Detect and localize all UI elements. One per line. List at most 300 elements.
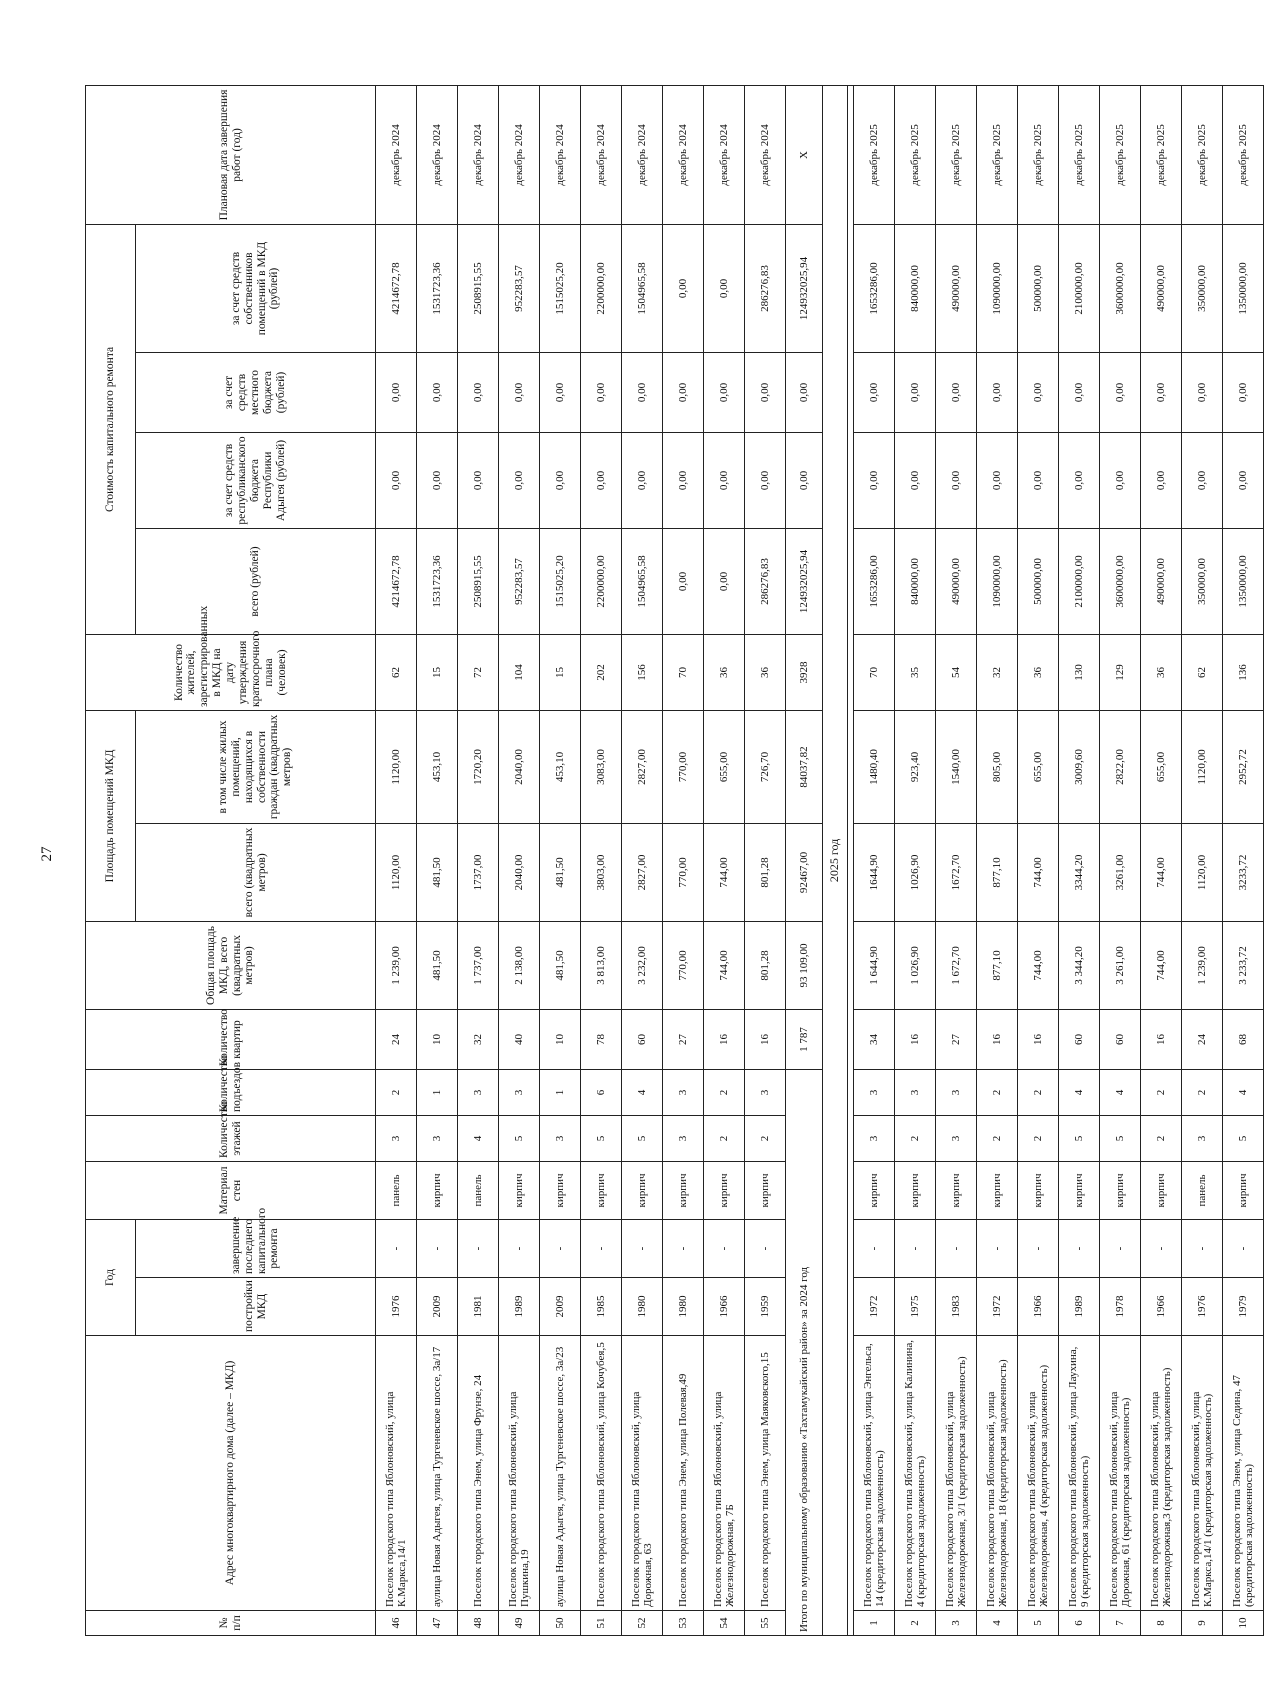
row-apartments: 16 <box>895 1009 936 1069</box>
row-last-repair: - <box>376 1219 417 1277</box>
row-apartments: 78 <box>581 1009 622 1069</box>
row-cost-local: 0,00 <box>854 352 895 432</box>
header-premises-private: в том числе жилых помещений, находящихся в собственности граждан (квадратных метров) <box>136 710 376 823</box>
row-material: кирпич <box>417 1161 458 1219</box>
row-cost-republic: 0,00 <box>622 432 663 528</box>
row-address: аулица Новая Адыгея, улица Тургеневское шоссе, 3а/17 <box>417 1336 458 1611</box>
row-cost-republic: 0,00 <box>977 432 1018 528</box>
table-row <box>977 85 1018 1635</box>
row-cost-republic: 0,00 <box>376 432 417 528</box>
row-cost-owners: 1653286,00 <box>854 224 895 352</box>
row-floors: 5 <box>581 1115 622 1161</box>
row-cost-republic: 0,00 <box>704 432 745 528</box>
header-cost-owners: за счет средств собственников помещений в МКД (рублей) <box>136 224 376 352</box>
row-material: кирпич <box>499 1161 540 1219</box>
total-cost-local: 0,00 <box>786 352 823 432</box>
row-cost-local: 0,00 <box>1100 352 1141 432</box>
row-year-built: 1966 <box>704 1278 745 1336</box>
row-cost-republic: 0,00 <box>458 432 499 528</box>
table-row <box>581 85 622 1635</box>
table-row <box>458 85 499 1635</box>
row-address: Поселок городского типа Яблоновский, улица Железнодорожная, 4 (кредиторская задолженность) <box>1018 1336 1059 1611</box>
row-material: кирпич <box>895 1161 936 1219</box>
row-residents: 104 <box>499 634 540 710</box>
row-total-area: 1 672,70 <box>936 921 977 1009</box>
row-material: кирпич <box>936 1161 977 1219</box>
row-year-built: 1972 <box>854 1278 895 1336</box>
row-entrances: 3 <box>745 1069 786 1115</box>
row-year-built: 1980 <box>622 1278 663 1336</box>
row-cost-total: 1504965,58 <box>622 528 663 634</box>
row-num: 46 <box>376 1611 417 1636</box>
row-year-built: 1966 <box>1141 1278 1182 1336</box>
row-year-built: 2009 <box>540 1278 581 1336</box>
row-material: кирпич <box>1059 1161 1100 1219</box>
page-number: 27 <box>39 846 55 862</box>
row-total-area: 2 138,00 <box>499 921 540 1009</box>
row-cost-total: 286276,83 <box>745 528 786 634</box>
row-cost-total: 490000,00 <box>1141 528 1182 634</box>
row-address: Поселок городского типа Яблоновский, улица К.Маркса,14/1 <box>376 1336 417 1611</box>
row-last-repair: - <box>1059 1219 1100 1277</box>
row-material: кирпич <box>745 1161 786 1219</box>
row-residents: 129 <box>1100 634 1141 710</box>
row-material: кирпич <box>1141 1161 1182 1219</box>
row-premises-private: 1120,00 <box>1182 710 1223 823</box>
row-residents: 36 <box>704 634 745 710</box>
row-residents: 70 <box>663 634 704 710</box>
row-entrances: 4 <box>1059 1069 1100 1115</box>
row-num: 6 <box>1059 1611 1100 1636</box>
rotated-page <box>85 86 1255 1636</box>
row-material: кирпич <box>1223 1161 1264 1219</box>
row-cost-owners: 2200000,00 <box>581 224 622 352</box>
row-premises-total: 481,50 <box>540 823 581 921</box>
row-cost-owners: 1090000,00 <box>977 224 1018 352</box>
row-floors: 5 <box>1100 1115 1141 1161</box>
row-cost-local: 0,00 <box>663 352 704 432</box>
row-year-built: 1976 <box>376 1278 417 1336</box>
row-last-repair: - <box>1182 1219 1223 1277</box>
row-address: Поселок городского типа Яблоновский, улица Дорожная, 61 (кредиторская задолженность) <box>1100 1336 1141 1611</box>
row-premises-total: 877,10 <box>977 823 1018 921</box>
row-material: кирпич <box>977 1161 1018 1219</box>
row-residents: 70 <box>854 634 895 710</box>
row-floors: 5 <box>499 1115 540 1161</box>
row-entrances: 2 <box>704 1069 745 1115</box>
row-cost-local: 0,00 <box>458 352 499 432</box>
row-premises-total: 744,00 <box>704 823 745 921</box>
row-year-built: 1972 <box>977 1278 1018 1336</box>
row-residents: 54 <box>936 634 977 710</box>
row-premises-total: 481,50 <box>417 823 458 921</box>
header-address: Адрес многоквартирного дома (далее – МКД) <box>86 1336 376 1611</box>
row-last-repair: - <box>458 1219 499 1277</box>
header-floors: Количество этажей <box>86 1115 376 1161</box>
row-num: 3 <box>936 1611 977 1636</box>
row-cost-owners: 350000,00 <box>1182 224 1223 352</box>
row-material: кирпич <box>581 1161 622 1219</box>
row-address: Поселок городского типа Яблоновский, улица Железнодорожная, 3/1 (кредиторская задолженность) <box>936 1336 977 1611</box>
total-label: Итого по муниципальному образованию «Тахтамукайский район» за 2024 год <box>786 1069 823 1635</box>
rows-2025 <box>854 85 1264 1635</box>
row-apartments: 60 <box>622 1009 663 1069</box>
row-total-area: 1 239,00 <box>376 921 417 1009</box>
row-cost-owners: 1531723,36 <box>417 224 458 352</box>
row-material: кирпич <box>854 1161 895 1219</box>
row-year-built: 1976 <box>1182 1278 1223 1336</box>
total-row-2024 <box>786 85 823 1635</box>
row-address: Поселок городского типа Энем, улица Фрунзе, 24 <box>458 1336 499 1611</box>
row-entrances: 1 <box>417 1069 458 1115</box>
table-row <box>1059 85 1100 1635</box>
row-completion-date: декабрь 2025 <box>1100 85 1141 224</box>
header-cost-group: Стоимость капитального ремонта <box>86 224 136 634</box>
row-entrances: 3 <box>854 1069 895 1115</box>
row-num: 10 <box>1223 1611 1264 1636</box>
row-last-repair: - <box>1018 1219 1059 1277</box>
row-premises-total: 2040,00 <box>499 823 540 921</box>
row-material: кирпич <box>1100 1161 1141 1219</box>
row-apartments: 68 <box>1223 1009 1264 1069</box>
row-year-built: 1985 <box>581 1278 622 1336</box>
row-premises-private: 2827,00 <box>622 710 663 823</box>
row-residents: 130 <box>1059 634 1100 710</box>
table-row <box>1141 85 1182 1635</box>
row-completion-date: декабрь 2025 <box>1059 85 1100 224</box>
row-material: кирпич <box>663 1161 704 1219</box>
row-address: Поселок городского типа Яблоновский, улица Дорожная, 63 <box>622 1336 663 1611</box>
row-residents: 36 <box>745 634 786 710</box>
row-cost-republic: 0,00 <box>745 432 786 528</box>
row-apartments: 16 <box>704 1009 745 1069</box>
row-material: кирпич <box>622 1161 663 1219</box>
row-premises-total: 1120,00 <box>376 823 417 921</box>
row-entrances: 3 <box>895 1069 936 1115</box>
row-address: Поселок городского типа Яблоновский, улица Железнодорожная, 7Б <box>704 1336 745 1611</box>
header-year-group: Год <box>86 1219 136 1335</box>
row-year-built: 1983 <box>936 1278 977 1336</box>
row-residents: 32 <box>977 634 1018 710</box>
table-row <box>1223 85 1264 1635</box>
row-premises-private: 2040,00 <box>499 710 540 823</box>
row-floors: 3 <box>1182 1115 1223 1161</box>
row-premises-private: 1720,20 <box>458 710 499 823</box>
row-last-repair: - <box>1100 1219 1141 1277</box>
row-cost-owners: 1515025,20 <box>540 224 581 352</box>
row-year-built: 1978 <box>1100 1278 1141 1336</box>
row-entrances: 2 <box>1141 1069 1182 1115</box>
row-entrances: 2 <box>1018 1069 1059 1115</box>
row-apartments: 16 <box>1141 1009 1182 1069</box>
row-floors: 2 <box>1141 1115 1182 1161</box>
header-apartments: Количество квартир <box>86 1009 376 1069</box>
row-cost-owners: 3600000,00 <box>1100 224 1141 352</box>
row-num: 49 <box>499 1611 540 1636</box>
row-address: Поселок городского типа Яблоновский, улица Энгельса, 14 (кредиторская задолженность) <box>854 1336 895 1611</box>
table-row <box>499 85 540 1635</box>
row-num: 53 <box>663 1611 704 1636</box>
row-cost-total: 1515025,20 <box>540 528 581 634</box>
row-completion-date: декабрь 2024 <box>745 85 786 224</box>
row-address: Поселок городского типа Яблоновский, улица Кочубея,5 <box>581 1336 622 1611</box>
row-floors: 5 <box>1059 1115 1100 1161</box>
row-total-area: 3 261,00 <box>1100 921 1141 1009</box>
row-premises-total: 3261,00 <box>1100 823 1141 921</box>
row-completion-date: декабрь 2024 <box>458 85 499 224</box>
row-residents: 136 <box>1223 634 1264 710</box>
row-cost-local: 0,00 <box>540 352 581 432</box>
row-last-repair: - <box>1141 1219 1182 1277</box>
row-cost-total: 2508915,55 <box>458 528 499 634</box>
header-year-built: постройки МКД <box>136 1278 376 1336</box>
row-premises-private: 1540,00 <box>936 710 977 823</box>
row-cost-local: 0,00 <box>895 352 936 432</box>
row-residents: 15 <box>540 634 581 710</box>
row-premises-total: 1120,00 <box>1182 823 1223 921</box>
row-floors: 5 <box>1223 1115 1264 1161</box>
row-completion-date: декабрь 2024 <box>622 85 663 224</box>
row-apartments: 60 <box>1100 1009 1141 1069</box>
row-premises-private: 2822,00 <box>1100 710 1141 823</box>
row-premises-total: 1644,90 <box>854 823 895 921</box>
row-cost-republic: 0,00 <box>417 432 458 528</box>
row-cost-local: 0,00 <box>581 352 622 432</box>
header-premises-group: Площадь помещений МКД <box>86 710 136 921</box>
header-total-area: Общая площадь МКД, всего (квадратных метров) <box>86 921 376 1009</box>
row-apartments: 27 <box>663 1009 704 1069</box>
row-apartments: 16 <box>977 1009 1018 1069</box>
row-cost-republic: 0,00 <box>936 432 977 528</box>
row-floors: 2 <box>977 1115 1018 1161</box>
row-apartments: 24 <box>376 1009 417 1069</box>
total-cost-owners: 124932025,94 <box>786 224 823 352</box>
row-cost-local: 0,00 <box>417 352 458 432</box>
row-last-repair: - <box>581 1219 622 1277</box>
row-cost-local: 0,00 <box>745 352 786 432</box>
row-entrances: 3 <box>663 1069 704 1115</box>
total-residents: 3928 <box>786 634 823 710</box>
row-cost-local: 0,00 <box>1182 352 1223 432</box>
row-completion-date: декабрь 2024 <box>417 85 458 224</box>
row-cost-owners: 4214672,78 <box>376 224 417 352</box>
row-last-repair: - <box>1223 1219 1264 1277</box>
row-floors: 3 <box>540 1115 581 1161</box>
row-entrances: 4 <box>1223 1069 1264 1115</box>
row-cost-owners: 1504965,58 <box>622 224 663 352</box>
row-cost-owners: 1350000,00 <box>1223 224 1264 352</box>
row-premises-total: 1672,70 <box>936 823 977 921</box>
table-row <box>376 85 417 1635</box>
section-2025-row <box>823 85 848 1635</box>
row-premises-total: 2827,00 <box>622 823 663 921</box>
row-floors: 3 <box>854 1115 895 1161</box>
header-num: № п/п <box>86 1611 376 1636</box>
row-num: 5 <box>1018 1611 1059 1636</box>
row-cost-total: 1531723,36 <box>417 528 458 634</box>
row-address: Поселок городского типа Яблоновский, улица Железнодорожная, 18 (кредиторская задолженность) <box>977 1336 1018 1611</box>
row-cost-republic: 0,00 <box>581 432 622 528</box>
row-entrances: 2 <box>977 1069 1018 1115</box>
table-row <box>1018 85 1059 1635</box>
row-entrances: 3 <box>458 1069 499 1115</box>
row-cost-local: 0,00 <box>376 352 417 432</box>
row-completion-date: декабрь 2025 <box>977 85 1018 224</box>
total-cost-republic: 0,00 <box>786 432 823 528</box>
row-last-repair: - <box>540 1219 581 1277</box>
row-residents: 62 <box>376 634 417 710</box>
row-total-area: 1 026,90 <box>895 921 936 1009</box>
row-cost-total: 500000,00 <box>1018 528 1059 634</box>
row-cost-owners: 0,00 <box>704 224 745 352</box>
row-completion-date: декабрь 2025 <box>1223 85 1264 224</box>
row-address: Поселок городского типа Яблоновский, улица Железнодорожная,3 (кредиторская задолженность) <box>1141 1336 1182 1611</box>
row-material: панель <box>458 1161 499 1219</box>
row-premises-private: 453,10 <box>540 710 581 823</box>
row-num: 7 <box>1100 1611 1141 1636</box>
row-apartments: 24 <box>1182 1009 1223 1069</box>
row-num: 48 <box>458 1611 499 1636</box>
row-entrances: 3 <box>499 1069 540 1115</box>
row-floors: 2 <box>745 1115 786 1161</box>
row-cost-total: 1350000,00 <box>1223 528 1264 634</box>
row-floors: 4 <box>458 1115 499 1161</box>
row-year-built: 2009 <box>417 1278 458 1336</box>
row-cost-local: 0,00 <box>977 352 1018 432</box>
table-row <box>936 85 977 1635</box>
row-residents: 15 <box>417 634 458 710</box>
header-cost-total: всего (рублей) <box>136 528 376 634</box>
row-premises-private: 805,00 <box>977 710 1018 823</box>
row-premises-total: 3233,72 <box>1223 823 1264 921</box>
row-cost-local: 0,00 <box>1018 352 1059 432</box>
row-year-built: 1980 <box>663 1278 704 1336</box>
row-num: 52 <box>622 1611 663 1636</box>
row-cost-total: 2200000,00 <box>581 528 622 634</box>
row-completion-date: декабрь 2025 <box>936 85 977 224</box>
row-cost-republic: 0,00 <box>1223 432 1264 528</box>
row-floors: 3 <box>936 1115 977 1161</box>
row-last-repair: - <box>663 1219 704 1277</box>
row-floors: 5 <box>622 1115 663 1161</box>
row-num: 51 <box>581 1611 622 1636</box>
row-cost-owners: 286276,83 <box>745 224 786 352</box>
row-address: Поселок городского типа Яблоновский, улица Калинина, 4 (кредиторская задолженность) <box>895 1336 936 1611</box>
row-material: кирпич <box>540 1161 581 1219</box>
row-cost-owners: 840000,00 <box>895 224 936 352</box>
row-year-built: 1981 <box>458 1278 499 1336</box>
row-cost-owners: 500000,00 <box>1018 224 1059 352</box>
row-num: 9 <box>1182 1611 1223 1636</box>
total-apartments: 1 787 <box>786 1009 823 1069</box>
total-premises-private: 84037,82 <box>786 710 823 823</box>
row-cost-republic: 0,00 <box>1018 432 1059 528</box>
table-row <box>745 85 786 1635</box>
table-row <box>540 85 581 1635</box>
row-total-area: 481,50 <box>540 921 581 1009</box>
row-apartments: 27 <box>936 1009 977 1069</box>
row-entrances: 6 <box>581 1069 622 1115</box>
row-premises-total: 744,00 <box>1141 823 1182 921</box>
row-material: кирпич <box>704 1161 745 1219</box>
row-entrances: 3 <box>936 1069 977 1115</box>
row-floors: 3 <box>417 1115 458 1161</box>
row-total-area: 744,00 <box>704 921 745 1009</box>
row-residents: 156 <box>622 634 663 710</box>
row-cost-owners: 2100000,00 <box>1059 224 1100 352</box>
total-date: Х <box>786 85 823 224</box>
row-residents: 62 <box>1182 634 1223 710</box>
row-entrances: 2 <box>376 1069 417 1115</box>
table-row <box>622 85 663 1635</box>
table-header <box>86 85 376 1635</box>
capital-repair-table <box>85 85 1264 1636</box>
row-cost-local: 0,00 <box>1059 352 1100 432</box>
row-num: 8 <box>1141 1611 1182 1636</box>
row-cost-total: 350000,00 <box>1182 528 1223 634</box>
total-premises: 92467,00 <box>786 823 823 921</box>
table-row <box>895 85 936 1635</box>
row-premises-private: 1120,00 <box>376 710 417 823</box>
row-residents: 72 <box>458 634 499 710</box>
row-material: панель <box>376 1161 417 1219</box>
row-total-area: 744,00 <box>1141 921 1182 1009</box>
table-row <box>854 85 895 1635</box>
row-cost-republic: 0,00 <box>895 432 936 528</box>
row-premises-private: 1480,40 <box>854 710 895 823</box>
row-total-area: 3 233,72 <box>1223 921 1264 1009</box>
row-premises-private: 923,40 <box>895 710 936 823</box>
row-apartments: 34 <box>854 1009 895 1069</box>
row-premises-total: 801,28 <box>745 823 786 921</box>
row-cost-total: 490000,00 <box>936 528 977 634</box>
row-cost-total: 3600000,00 <box>1100 528 1141 634</box>
row-entrances: 4 <box>1100 1069 1141 1115</box>
row-year-built: 1989 <box>499 1278 540 1336</box>
row-total-area: 1 239,00 <box>1182 921 1223 1009</box>
row-apartments: 10 <box>540 1009 581 1069</box>
row-cost-local: 0,00 <box>622 352 663 432</box>
row-apartments: 32 <box>458 1009 499 1069</box>
row-cost-republic: 0,00 <box>1059 432 1100 528</box>
row-year-built: 1959 <box>745 1278 786 1336</box>
row-completion-date: декабрь 2024 <box>540 85 581 224</box>
total-cost: 124932025,94 <box>786 528 823 634</box>
row-total-area: 3 344,20 <box>1059 921 1100 1009</box>
row-last-repair: - <box>499 1219 540 1277</box>
row-num: 47 <box>417 1611 458 1636</box>
row-apartments: 10 <box>417 1009 458 1069</box>
row-num: 2 <box>895 1611 936 1636</box>
row-premises-private: 770,00 <box>663 710 704 823</box>
row-completion-date: декабрь 2024 <box>581 85 622 224</box>
row-last-repair: - <box>704 1219 745 1277</box>
row-completion-date: декабрь 2024 <box>704 85 745 224</box>
row-cost-owners: 0,00 <box>663 224 704 352</box>
row-num: 50 <box>540 1611 581 1636</box>
row-last-repair: - <box>977 1219 1018 1277</box>
row-residents: 36 <box>1141 634 1182 710</box>
table-row <box>417 85 458 1635</box>
table-row <box>704 85 745 1635</box>
row-address: Поселок городского типа Яблоновский, улица Лаухина, 9 (кредиторская задолженность) <box>1059 1336 1100 1611</box>
row-total-area: 744,00 <box>1018 921 1059 1009</box>
row-cost-local: 0,00 <box>936 352 977 432</box>
row-year-built: 1979 <box>1223 1278 1264 1336</box>
row-cost-republic: 0,00 <box>1141 432 1182 528</box>
row-completion-date: декабрь 2025 <box>854 85 895 224</box>
header-cost-local: за счет средств местного бюджета (рублей) <box>136 352 376 432</box>
